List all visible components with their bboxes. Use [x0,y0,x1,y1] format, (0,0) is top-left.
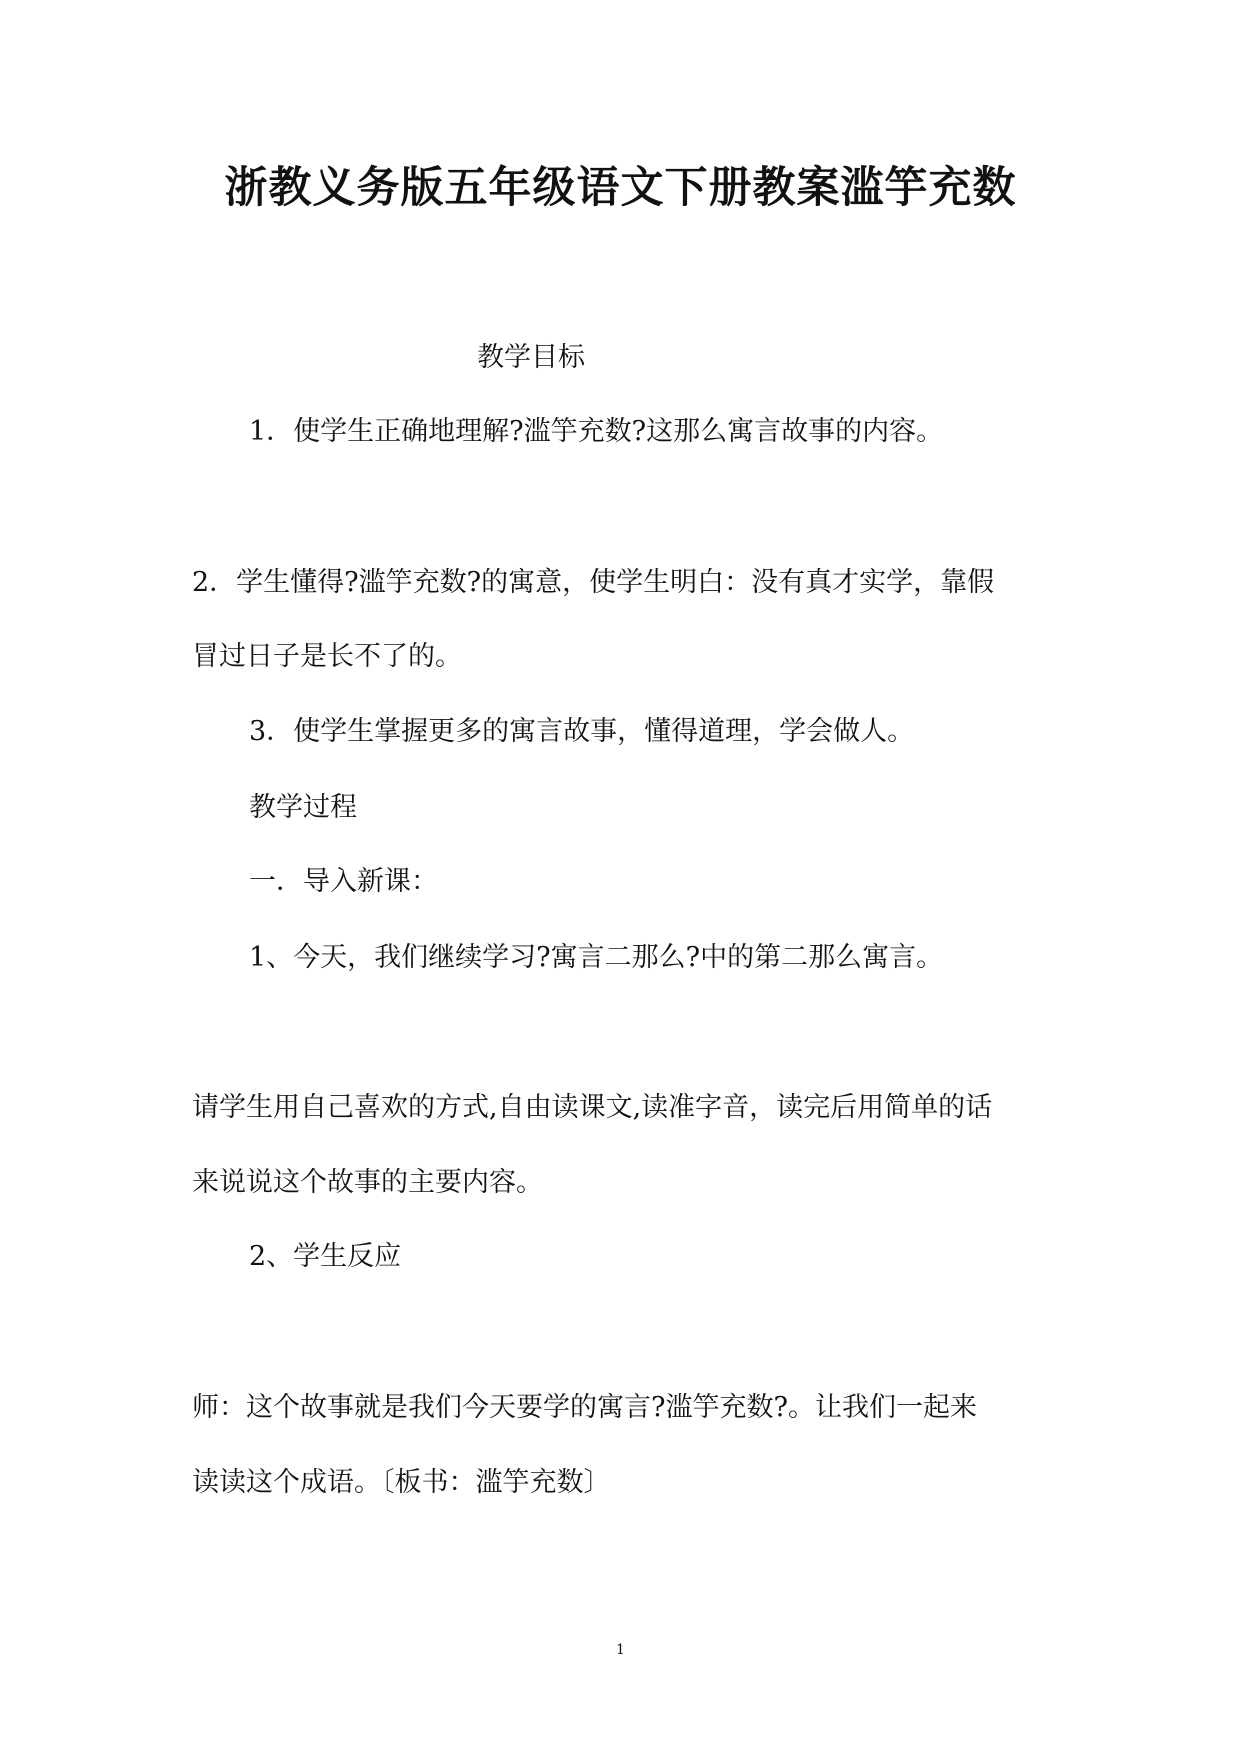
document-title: 浙教义务版五年级语文下册教案滥竽充数 [224,163,1017,213]
page-number: 1 [616,1642,625,1658]
teacher-line-1: 师：这个故事就是我们今天要学的寓言?滥竽充数?。让我们一起来 [192,1392,977,1423]
step-1-heading: 一．导入新课： [249,866,438,897]
objective-3: 3．使学生掌握更多的寓言故事，懂得道理，学会做人。 [249,716,915,747]
step-1-item-1: 1、今天，我们继续学习?寓言二那么?中的第二那么寓言。 [249,942,944,973]
step-1-paragraph-line-2: 来说说这个故事的主要内容。 [192,1167,543,1198]
teacher-line-2: 读读这个成语。〔板书：滥竽充数〕 [192,1467,611,1498]
objective-1: 1．使学生正确地理解?滥竽充数?这那么寓言故事的内容。 [249,416,944,447]
section-heading-process: 教学过程 [249,792,357,823]
objective-2-line-1: 2．学生懂得?滥竽充数?的寓意，使学生明白：没有真才实学，靠假 [192,567,995,598]
objective-2-line-2: 冒过日子是长不了的。 [192,641,462,672]
step-1-paragraph-line-1: 请学生用自己喜欢的方式,自由读课文,读准字音，读完后用简单的话 [192,1092,993,1123]
section-heading-objectives: 教学目标 [477,342,585,373]
step-1-item-2: 2、学生反应 [249,1241,402,1272]
